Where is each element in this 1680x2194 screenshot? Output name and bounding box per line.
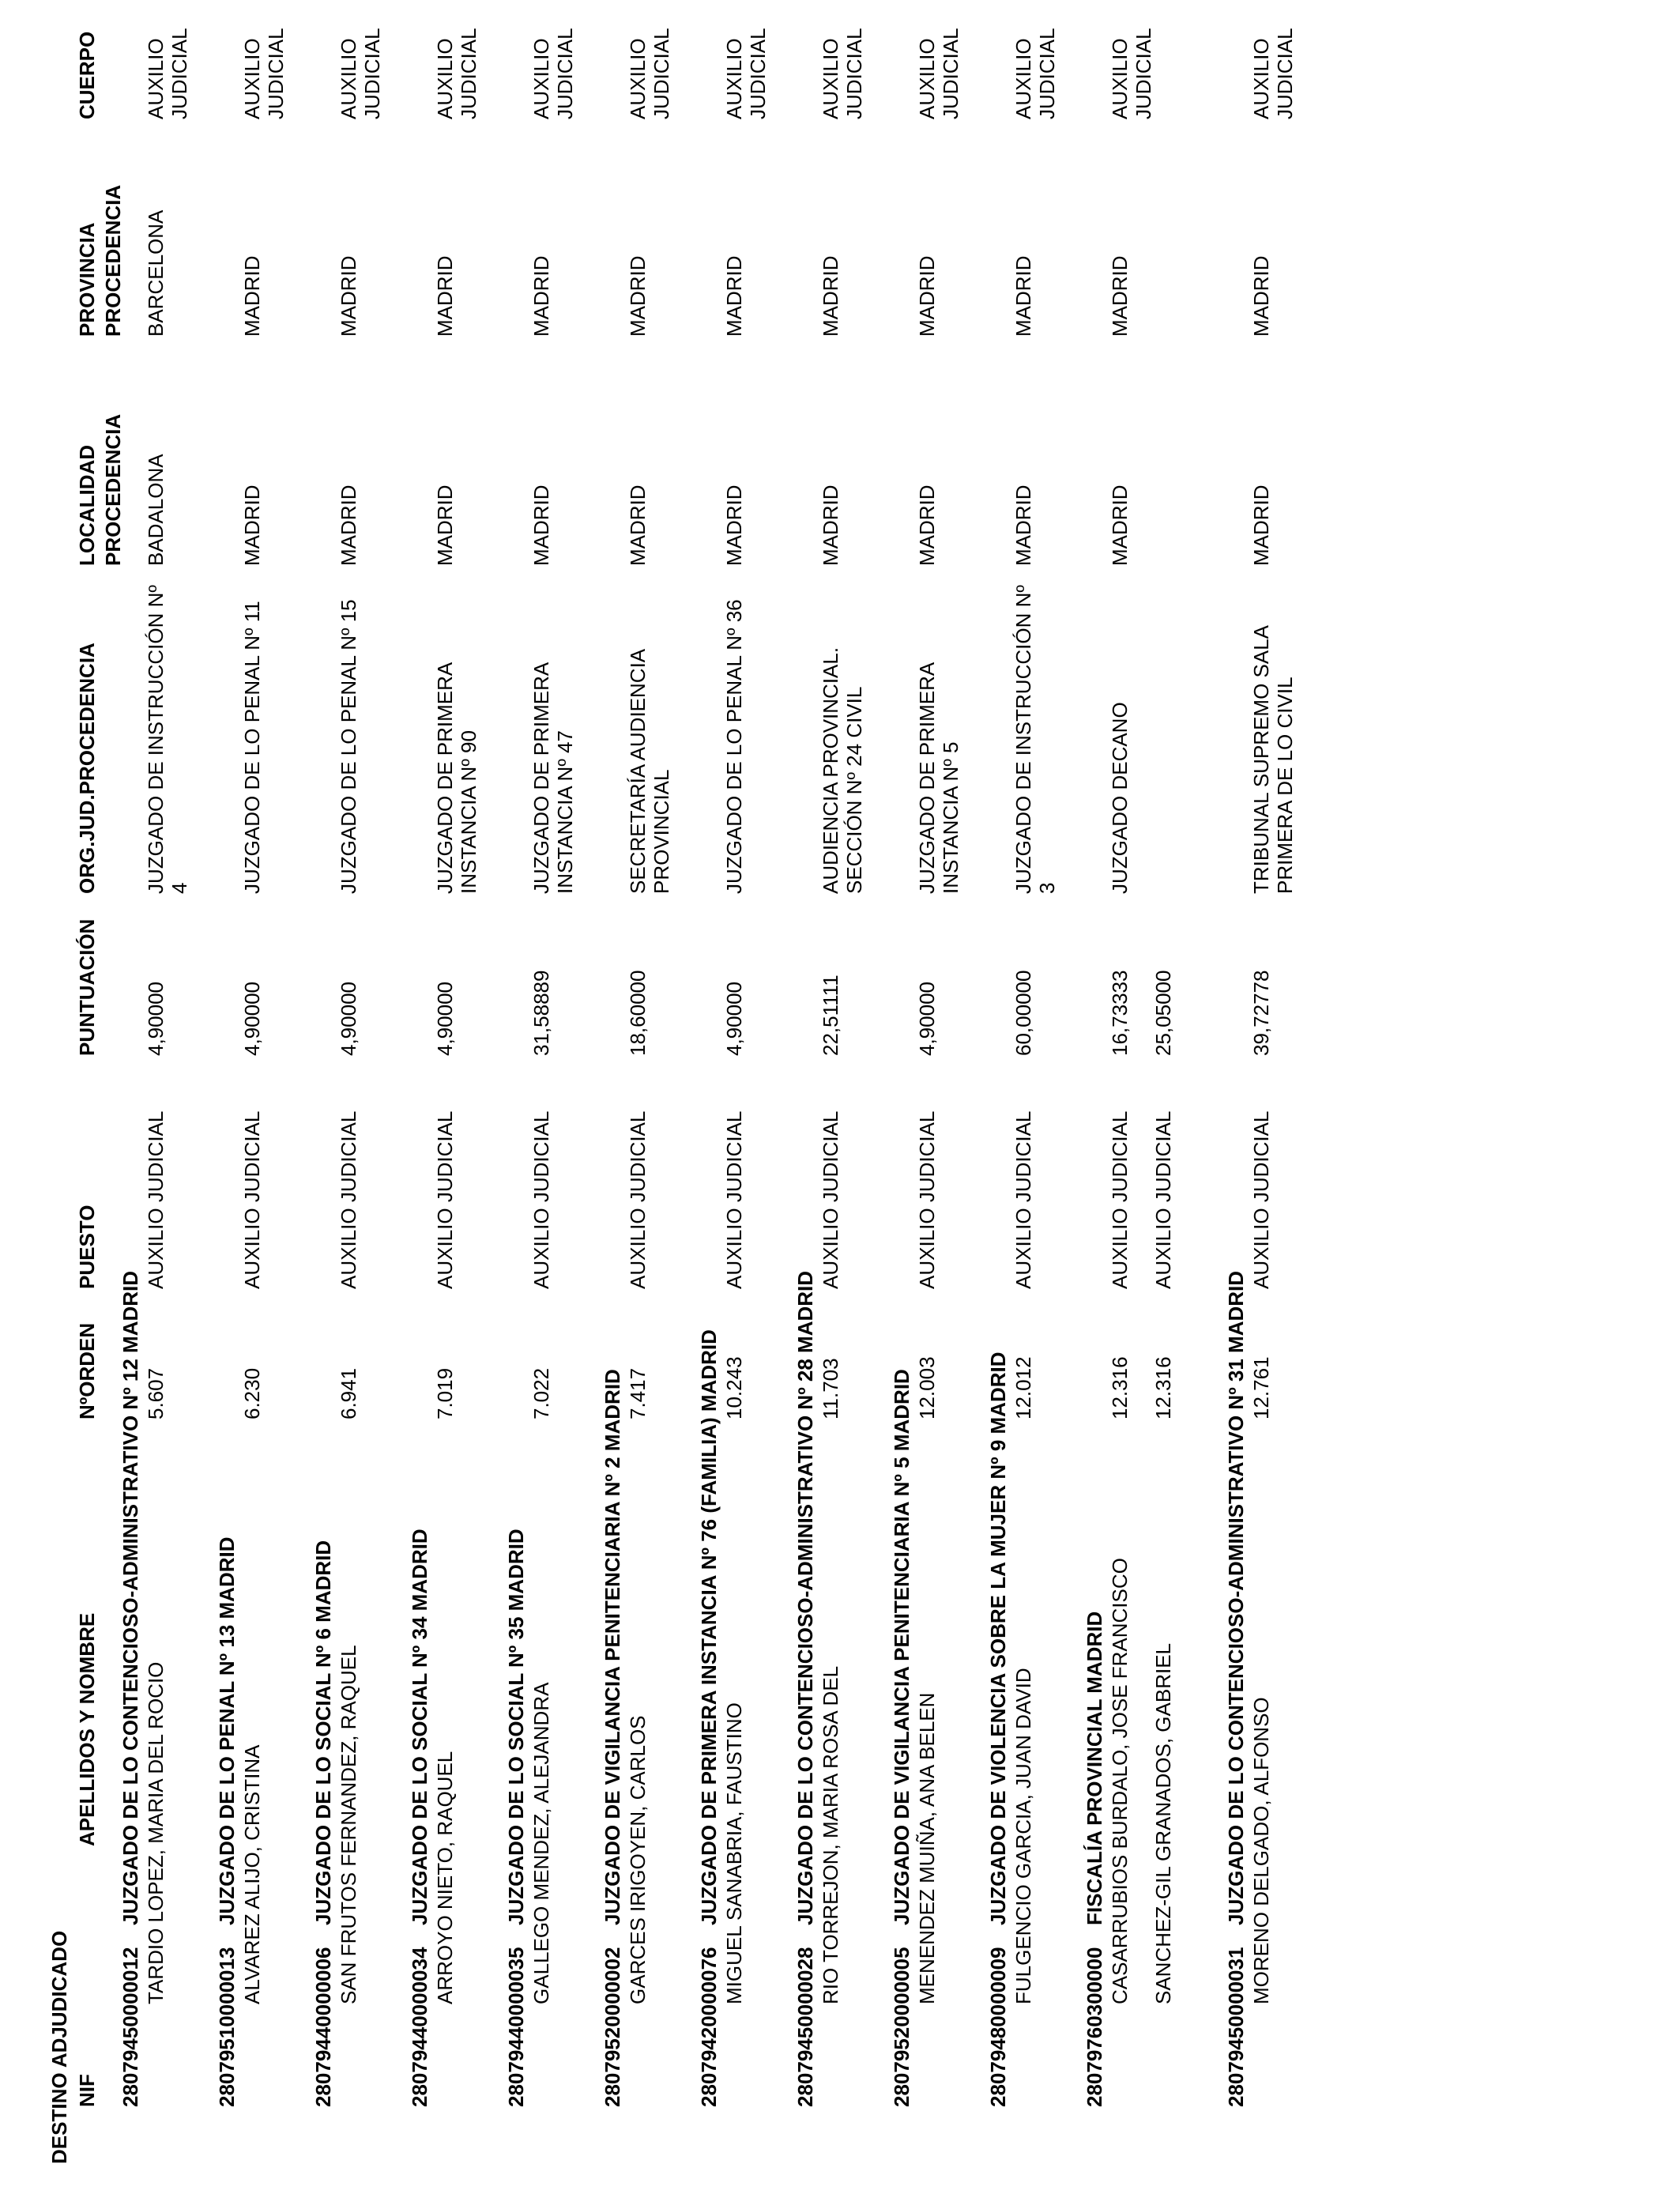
group-nif: 28079510000013 <box>215 1947 239 2107</box>
header-post: PUESTO <box>75 1204 99 1289</box>
group-nif: 28079450000028 <box>793 1947 817 2107</box>
record-org: JUZGADO DE INSTRUCCIÓN Nº 3 <box>1011 585 1059 894</box>
record-name: FULGENCIO GARCIA, JUAN DAVID <box>1011 1668 1035 2004</box>
record-score: 4,90000 <box>144 982 168 1056</box>
group-destination: JUZGADO DE VIGILANCIA PENITENCIARIA Nº 5 MADRID <box>890 1369 913 1925</box>
record-org: JUZGADO DE PRIMERA INSTANCIA Nº 5 <box>915 663 962 894</box>
record-body: AUXILIO JUDICIAL <box>626 28 673 119</box>
header-nif: NIF <box>75 2074 99 2107</box>
record-province: MADRID <box>1249 255 1273 337</box>
record-post: AUXILIO JUDICIAL <box>529 1110 553 1289</box>
record-locality: BADALONA <box>144 454 168 566</box>
record-score: 4,90000 <box>915 982 939 1056</box>
record-org: JUZGADO DE LO PENAL Nº 36 <box>722 599 746 894</box>
record-name: CASARRUBIOS BURDALO, JOSE FRANCISCO <box>1108 1558 1132 2004</box>
record-score: 4,90000 <box>337 982 360 1056</box>
record-locality: MADRID <box>626 484 650 566</box>
record-name: TARDIO LOPEZ, MARIA DEL ROCIO <box>144 1661 168 2004</box>
record-locality: MADRID <box>433 484 457 566</box>
group-destination: JUZGADO DE PRIMERA INSTANCIA Nº 76 (FAMILIA) MADRID <box>697 1329 721 1925</box>
group-nif: 28079420000076 <box>697 1947 721 2107</box>
header-name: APELLIDOS Y NOMBRE <box>75 1612 99 1846</box>
record-post: AUXILIO JUDICIAL <box>1011 1110 1035 1289</box>
record-order: 11.703 <box>819 1358 842 1419</box>
record-order: 10.243 <box>722 1356 746 1419</box>
record-body: AUXILIO JUDICIAL <box>1011 28 1059 119</box>
group-destination: JUZGADO DE LO SOCIAL Nº 6 MADRID <box>311 1540 335 1925</box>
group-destination: JUZGADO DE VIGILANCIA PENITENCIARIA Nº 2 MADRID <box>601 1369 624 1925</box>
record-province: MADRID <box>433 255 457 337</box>
record-province: MADRID <box>819 255 842 337</box>
group-nif: 28079440000035 <box>504 1947 528 2107</box>
record-locality: MADRID <box>1249 484 1273 566</box>
header-province-1: PROVINCIA <box>75 222 99 337</box>
record-name: MENENDEZ MUIÑA, ANA BELEN <box>915 1692 939 2004</box>
record-body: AUXILIO JUDICIAL <box>240 28 288 119</box>
group-nif: 28079440000034 <box>408 1947 431 2107</box>
record-body: AUXILIO JUDICIAL <box>722 28 770 119</box>
record-post: AUXILIO JUDICIAL <box>626 1110 650 1289</box>
group-nif: 28079760300000 <box>1083 1947 1106 2107</box>
record-post: AUXILIO JUDICIAL <box>144 1110 168 1289</box>
record-locality: MADRID <box>337 484 360 566</box>
record-org: JUZGADO DE LO PENAL Nº 11 <box>240 601 264 894</box>
header-locality-2: PROCEDENCIA <box>101 413 125 566</box>
group-nif: 28079520000002 <box>601 1947 624 2107</box>
record-post: AUXILIO JUDICIAL <box>1151 1110 1175 1289</box>
header-order: NºORDEN <box>75 1322 99 1419</box>
record-locality: MADRID <box>1108 484 1132 566</box>
record-org: JUZGADO DE PRIMERA INSTANCIA Nº 47 <box>529 663 577 894</box>
record-post: AUXILIO JUDICIAL <box>433 1110 457 1289</box>
header-body: CUERPO <box>75 31 99 119</box>
record-score: 60,00000 <box>1011 970 1035 1056</box>
header-org: ORG.JUD.PROCEDENCIA <box>75 643 99 894</box>
record-post: AUXILIO JUDICIAL <box>1249 1110 1273 1289</box>
record-post: AUXILIO JUDICIAL <box>915 1110 939 1289</box>
header-locality-1: LOCALIDAD <box>75 444 99 566</box>
record-post: AUXILIO JUDICIAL <box>337 1110 360 1289</box>
record-org: JUZGADO DE LO PENAL Nº 15 <box>337 599 360 894</box>
record-locality: MADRID <box>240 484 264 566</box>
record-org: TRIBUNAL SUPREMO SALA PRIMERA DE LO CIVIL <box>1249 626 1297 894</box>
record-body: AUXILIO JUDICIAL <box>1108 28 1155 119</box>
record-body: AUXILIO JUDICIAL <box>433 28 480 119</box>
record-post: AUXILIO JUDICIAL <box>819 1110 842 1289</box>
group-destination: JUZGADO DE LO SOCIAL Nº 35 MADRID <box>504 1529 528 1925</box>
record-org: SECRETARÍA AUDIENCIA PROVINCIAL <box>626 650 673 894</box>
group-nif: 28079520000005 <box>890 1947 913 2107</box>
record-score: 4,90000 <box>722 982 746 1056</box>
record-name: MIGUEL SANABRIA, FAUSTINO <box>722 1702 746 2004</box>
record-province: BARCELONA <box>144 209 168 337</box>
record-body: AUXILIO JUDICIAL <box>1249 28 1297 119</box>
record-province: MADRID <box>529 255 553 337</box>
record-order: 12.316 <box>1108 1356 1132 1419</box>
record-order: 7.019 <box>433 1367 457 1419</box>
group-destination: JUZGADO DE LO CONTENCIOSO-ADMINISTRATIVO Nº 31 MADRID <box>1224 1270 1248 1925</box>
group-destination: JUZGADO DE LO CONTENCIOSO-ADMINISTRATIVO Nº 12 MADRID <box>119 1270 142 1925</box>
section-title: DESTINO ADJUDICADO <box>47 1930 71 2164</box>
group-nif: 28079450000031 <box>1224 1947 1248 2107</box>
record-name: RIO TORREJON, MARIA ROSA DEL <box>819 1665 842 2004</box>
record-body: AUXILIO JUDICIAL <box>337 28 384 119</box>
record-province: MADRID <box>240 255 264 337</box>
record-order: 12.761 <box>1249 1356 1273 1419</box>
record-province: MADRID <box>1011 255 1035 337</box>
group-destination: JUZGADO DE LO PENAL Nº 13 MADRID <box>215 1536 239 1925</box>
record-name: GARCES IRIGOYEN, CARLOS <box>626 1715 650 2004</box>
record-order: 12.012 <box>1011 1356 1035 1419</box>
record-province: MADRID <box>1108 255 1132 337</box>
record-locality: MADRID <box>722 484 746 566</box>
record-post: AUXILIO JUDICIAL <box>240 1110 264 1289</box>
record-province: MADRID <box>722 255 746 337</box>
header-province-2: PROCEDENCIA <box>101 184 125 337</box>
record-score: 18,60000 <box>626 970 650 1056</box>
record-score: 31,58889 <box>529 970 553 1056</box>
record-locality: MADRID <box>819 484 842 566</box>
record-province: MADRID <box>337 255 360 337</box>
record-name: SAN FRUTOS FERNANDEZ, RAQUEL <box>337 1645 360 2004</box>
group-nif: 28079440000006 <box>311 1947 335 2107</box>
group-destination: JUZGADO DE LO CONTENCIOSO-ADMINISTRATIVO Nº 28 MADRID <box>793 1270 817 1925</box>
record-score: 22,51111 <box>819 974 842 1056</box>
record-post: AUXILIO JUDICIAL <box>722 1110 746 1289</box>
record-name: GALLEGO MENDEZ, ALEJANDRA <box>529 1682 553 2004</box>
record-order: 6.230 <box>240 1367 264 1419</box>
record-body: AUXILIO JUDICIAL <box>144 28 191 119</box>
record-body: AUXILIO JUDICIAL <box>529 28 577 119</box>
record-order: 12.003 <box>915 1356 939 1419</box>
record-order: 12.316 <box>1151 1356 1175 1419</box>
record-name: ARROYO NIETO, RAQUEL <box>433 1751 457 2004</box>
record-order: 5.607 <box>144 1367 168 1419</box>
record-score: 4,90000 <box>240 982 264 1056</box>
group-destination: JUZGADO DE VIOLENCIA SOBRE LA MUJER Nº 9 MADRID <box>986 1351 1010 1925</box>
header-score: PUNTUACIÓN <box>75 918 99 1056</box>
record-score: 39,72778 <box>1249 970 1273 1056</box>
record-province: MADRID <box>915 255 939 337</box>
record-body: AUXILIO JUDICIAL <box>819 28 866 119</box>
record-locality: MADRID <box>529 484 553 566</box>
record-score: 16,73333 <box>1108 970 1132 1056</box>
record-org: AUDIENCIA PROVINCIAL. SECCIÓN Nº 24 CIVIL <box>819 647 866 894</box>
record-org: JUZGADO DE INSTRUCCIÓN Nº 4 <box>144 585 191 894</box>
record-org: JUZGADO DE PRIMERA INSTANCIA Nº 90 <box>433 663 480 894</box>
record-name: ALVAREZ ALIJO, CRISTINA <box>240 1744 264 2004</box>
record-order: 7.022 <box>529 1367 553 1419</box>
record-province: MADRID <box>626 255 650 337</box>
record-score: 25,05000 <box>1151 970 1175 1056</box>
record-name: SANCHEZ-GIL GRANADOS, GABRIEL <box>1151 1642 1175 2004</box>
group-destination: FISCALÍA PROVINCIAL MADRID <box>1083 1611 1106 1925</box>
record-locality: MADRID <box>1011 484 1035 566</box>
group-nif: 28079450000012 <box>119 1947 142 2107</box>
record-order: 6.941 <box>337 1367 360 1419</box>
record-org: JUZGADO DECANO <box>1108 702 1132 894</box>
record-name: MORENO DELGADO, ALFONSO <box>1249 1697 1273 2004</box>
record-post: AUXILIO JUDICIAL <box>1108 1110 1132 1289</box>
group-nif: 28079480000009 <box>986 1947 1010 2107</box>
record-score: 4,90000 <box>433 982 457 1056</box>
record-locality: MADRID <box>915 484 939 566</box>
record-order: 7.417 <box>626 1367 650 1419</box>
record-body: AUXILIO JUDICIAL <box>915 28 962 119</box>
group-destination: JUZGADO DE LO SOCIAL Nº 34 MADRID <box>408 1529 431 1925</box>
